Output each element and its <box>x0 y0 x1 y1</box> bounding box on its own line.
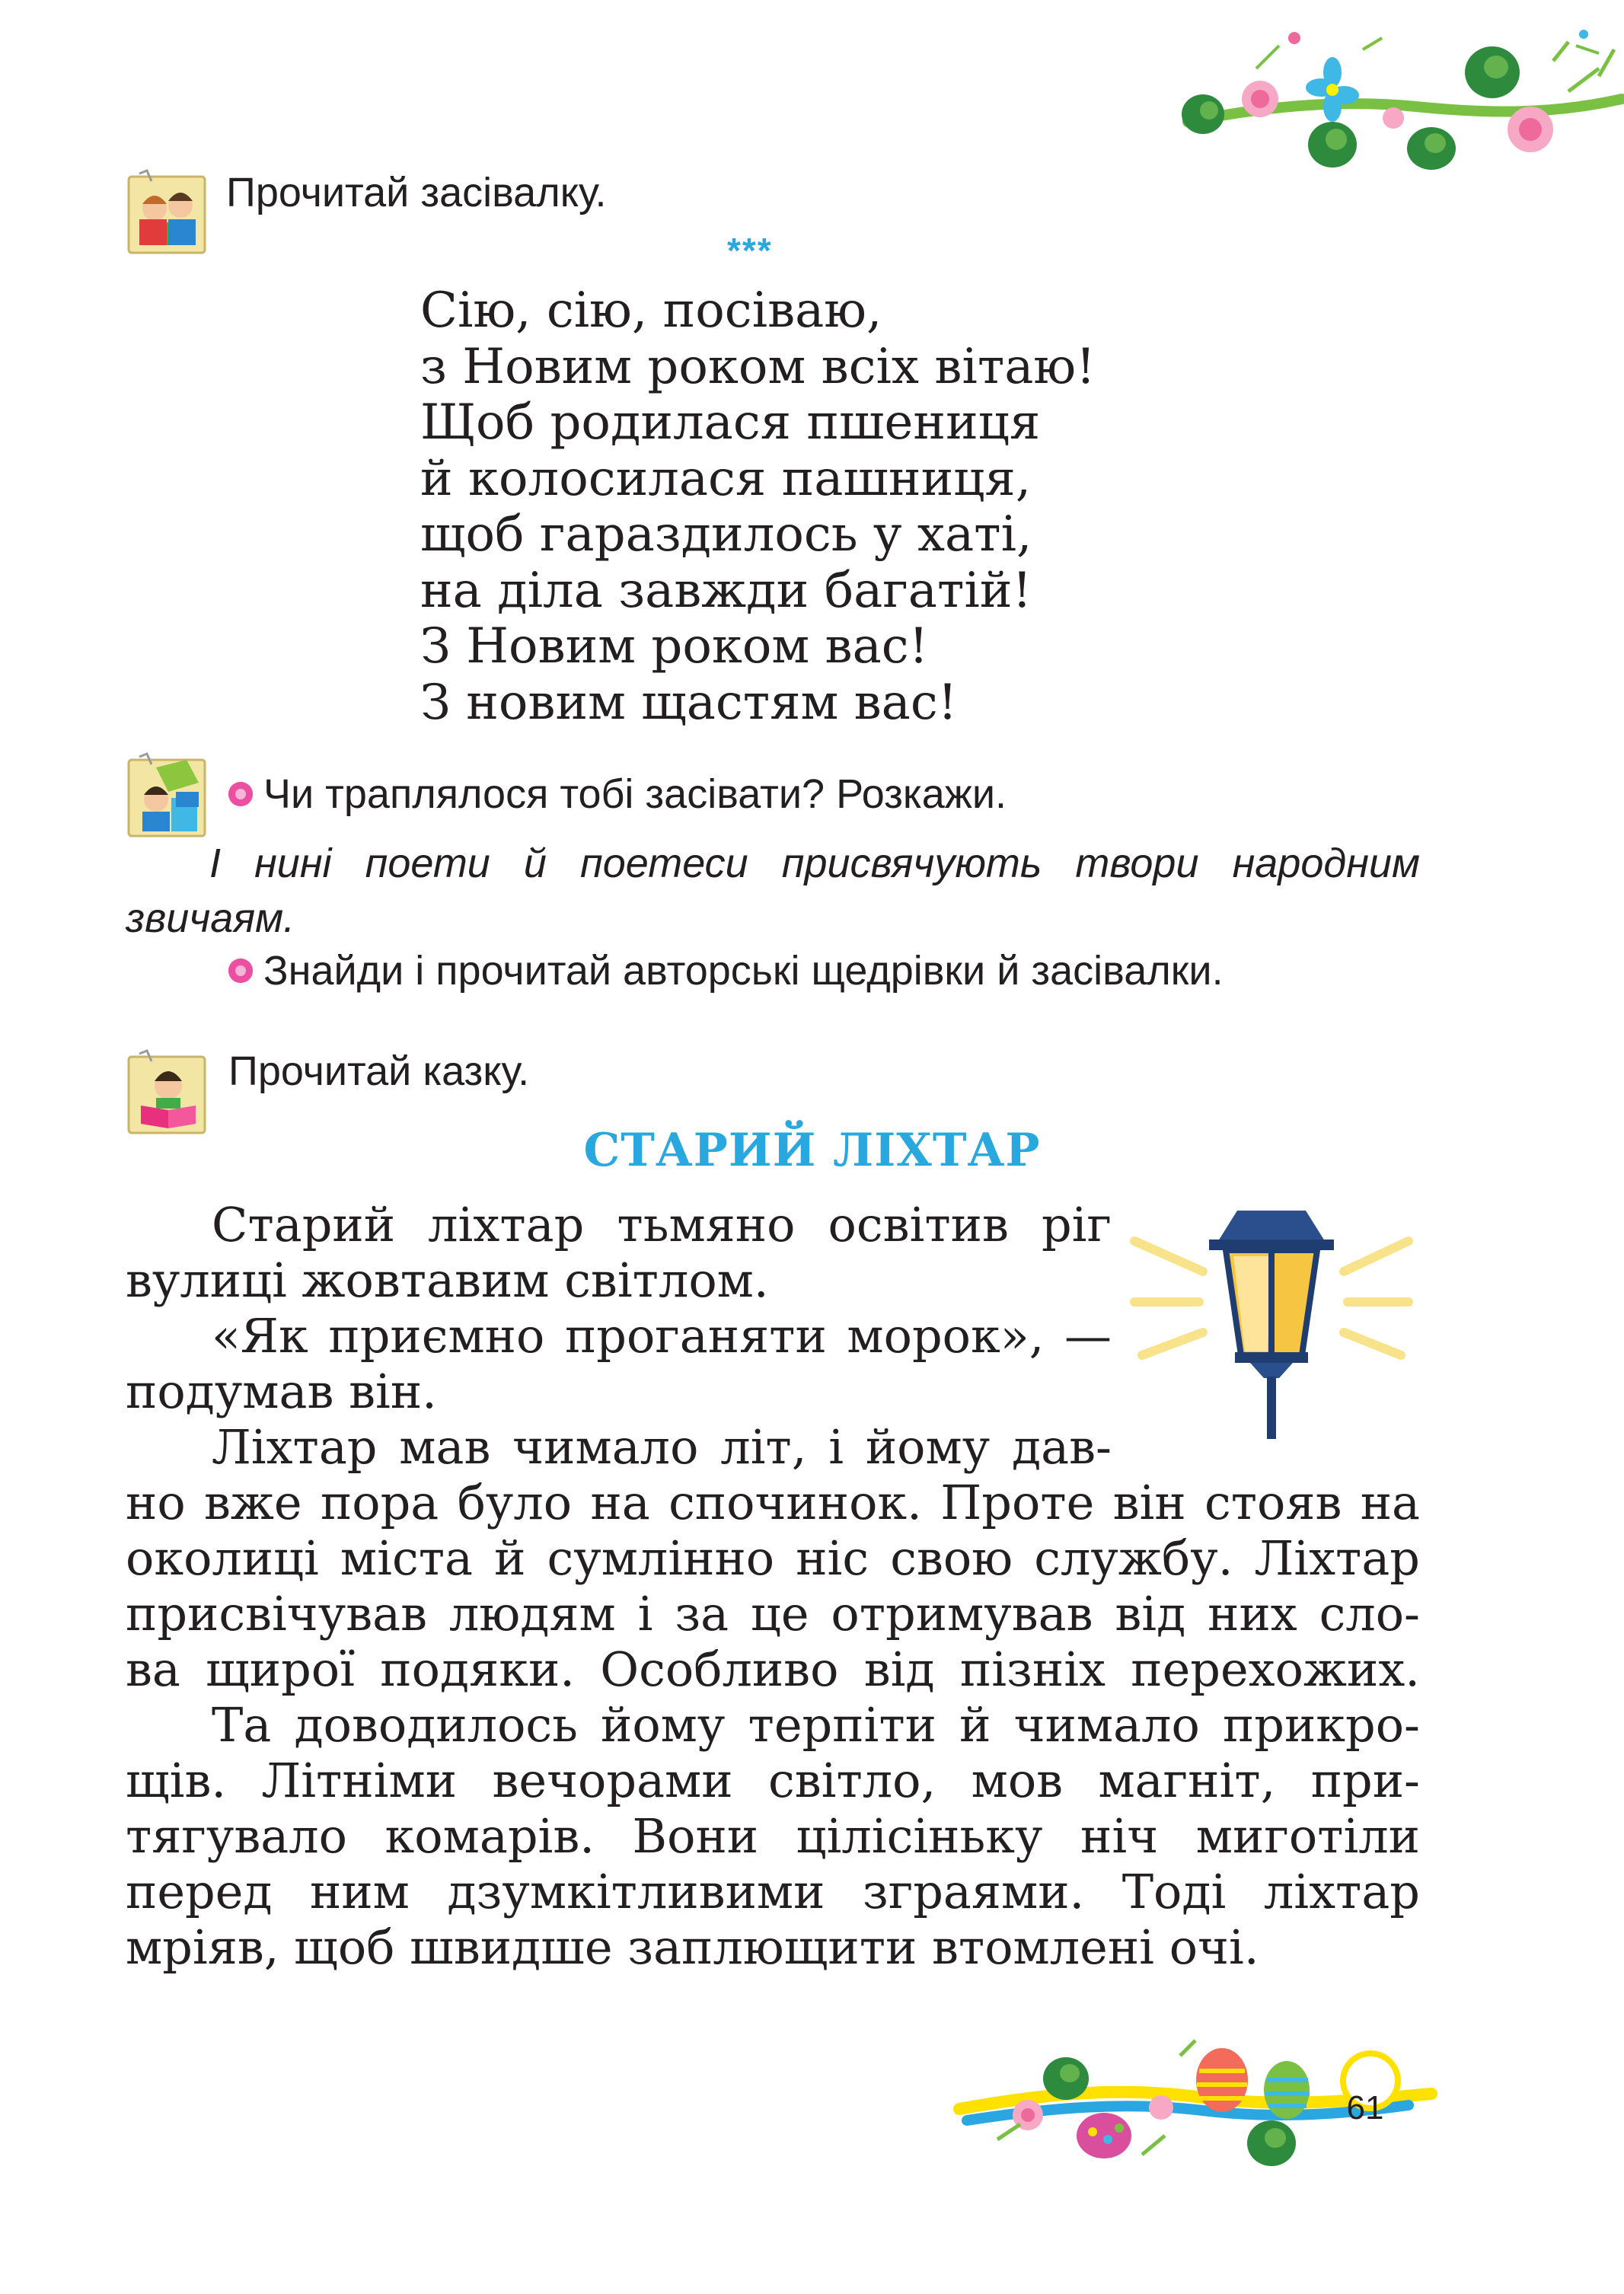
poem-separator: *** <box>727 231 773 270</box>
story-line: тягувало комарів. Вони цілісіньку ніч миготіли <box>126 1808 1420 1864</box>
story-line: щів. Літніми вечорами світло, мов магніт, при- <box>126 1753 1420 1808</box>
poem-line: щоб гараздилось у хаті, <box>420 506 1032 563</box>
child-with-books-icon <box>126 752 211 842</box>
note <box>42 836 1420 946</box>
story-line: подумав він. <box>126 1364 437 1419</box>
poem <box>420 283 1096 731</box>
poem-line: Щоб родилася пшениця <box>420 394 1041 451</box>
assignment-text: Знайди і прочитай авторські щедрівки й засівалки. <box>263 948 1224 994</box>
poem-line: З новим щастям вас! <box>420 674 958 731</box>
question <box>228 771 1007 817</box>
children-reading-icon <box>126 169 211 259</box>
poem-line: на діла завжди багатій! <box>420 562 1032 619</box>
poem-line: з Новим роком всіх вітаю! <box>420 338 1096 395</box>
story-line: мріяв, щоб швидше заплющити втомлені очі. <box>126 1919 1259 1975</box>
story-line: ва щирої подяки. Особливо від пізніх перехожих. <box>126 1642 1420 1697</box>
street-lantern-icon <box>1119 1211 1424 1439</box>
story-line: околиці міста й сумлінно ніс свою службу. Ліхтар <box>126 1530 1420 1586</box>
story-line: перед ним дзумкітливими зграями. Тоді ліхтар <box>126 1864 1420 1919</box>
page-number: 61 <box>1346 2089 1384 2126</box>
flower-garland-icon <box>1173 15 1624 183</box>
story-line: но вже пора було на спочинок. Проте він стояв на <box>126 1475 1420 1530</box>
question-text: Чи траплялося тобі засівати? Розкажи. <box>263 771 1007 817</box>
story-line: Старий ліхтар тьмяно освітив ріг <box>212 1197 1112 1252</box>
task-instruction: Прочитай казку. <box>228 1048 530 1094</box>
bullet-icon <box>228 959 253 983</box>
task-instruction: Прочитай засівалку. <box>226 170 607 215</box>
story-line: Та доводилось йому терпіти й чимало прикро- <box>212 1697 1420 1753</box>
assignment <box>228 948 1224 994</box>
story-line: «Як приємно проганяти морок», — <box>212 1308 1112 1364</box>
story-line: вулиці жовтавим світлом. <box>126 1252 769 1308</box>
poem-line: Сію, сію, посіваю, <box>420 282 882 339</box>
story-title: СТАРИЙ ЛІХТАР <box>583 1124 1041 1177</box>
note-text: І нині поети й поетеси присвячують твори народним звичаям. <box>126 841 1420 941</box>
bullet-icon <box>228 782 253 806</box>
poem-line: З Новим роком вас! <box>420 618 929 675</box>
poem-line: й колосилася пашниця, <box>420 450 1032 507</box>
story-line: Ліхтар мав чимало літ, і йому дав- <box>212 1419 1112 1475</box>
story-line: присвічував людям і за це отримував від них сло- <box>126 1586 1420 1642</box>
